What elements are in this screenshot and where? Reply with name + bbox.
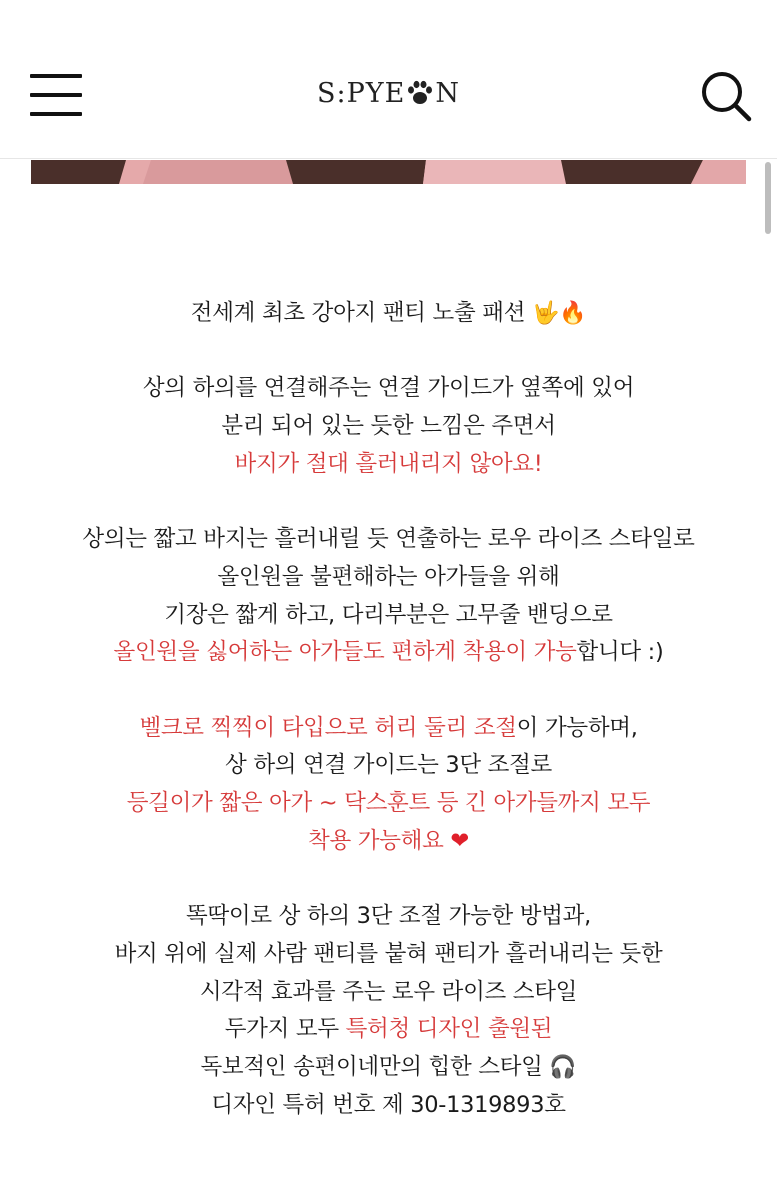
rock-fire-emoji-icon: 🤟🔥 — [532, 301, 587, 326]
desc-line: 상 하의 연결 가이드는 3단 조절로 — [225, 752, 552, 779]
desc-text: 독보적인 송편이네만의 힙한 스타일 — [200, 1054, 550, 1080]
desc-line: 상의는 짧고 바지는 흘러내릴 듯 연출하는 로우 라이즈 스타일로 — [82, 526, 695, 553]
desc-line: 똑딱이로 상 하의 3단 조절 가능한 방법과, — [186, 903, 591, 930]
desc-highlight: 벨크로 찍찍이 타입으로 허리 둘리 조절 — [139, 714, 517, 741]
desc-line: 상의 하의를 연결해주는 연결 가이드가 옆쪽에 있어 — [142, 375, 635, 402]
desc-line: 시각적 효과를 주는 로우 라이즈 스타일 — [199, 978, 578, 1005]
desc-line: 분리 되어 있는 듯한 느낌은 주면서 — [221, 413, 556, 440]
header — [0, 0, 777, 159]
desc-highlight: 착용 가능해요 — [308, 827, 451, 854]
headphones-icon: 🎧 — [549, 1055, 577, 1080]
desc-line — [0, 710, 777, 748]
logo-text-right: N — [435, 78, 460, 109]
headline-text: 전세계 최초 강아지 팬티 노출 패션 — [190, 300, 533, 326]
product-image-strip — [31, 160, 746, 184]
desc-line-highlight: 등길이가 짧은 아가 ~ 닥스훈트 등 긴 아가들까지 모두 — [126, 790, 651, 817]
search-icon[interactable] — [700, 70, 752, 122]
desc-line — [0, 1011, 777, 1049]
desc-line-highlight — [0, 823, 777, 861]
desc-text: 합니다 :) — [576, 639, 664, 666]
desc-line-highlight: 바지가 절대 흘러내리지 않아요! — [234, 450, 543, 477]
desc-highlight: 올인원을 싫어하는 아가들도 편하게 착용이 가능 — [113, 639, 577, 666]
patent-number: 디자인 특허 번호 제 30-1319893호 — [211, 1091, 566, 1118]
desc-text: 두가지 모두 — [224, 1016, 346, 1043]
headline — [0, 295, 777, 333]
brand-logo[interactable] — [0, 78, 777, 113]
desc-line: 바지 위에 실제 사람 팬티를 붙혀 팬티가 흘러내리는 듯한 — [114, 940, 663, 967]
desc-line: 올인원을 불편해하는 아가들을 위해 — [217, 563, 560, 590]
desc-highlight: 특허청 디자인 출원된 — [345, 1016, 553, 1043]
logo-text-left: S:PYE — [317, 78, 406, 109]
desc-line: 기장은 짧게 하고, 다리부분은 고무줄 밴딩으로 — [164, 601, 613, 628]
scrollbar[interactable] — [765, 162, 771, 234]
desc-line — [0, 634, 777, 672]
heart-icon: ❤ — [450, 827, 469, 854]
paw-icon — [406, 80, 434, 113]
desc-line — [0, 1049, 777, 1087]
product-description — [0, 295, 777, 1124]
desc-text: 이 가능하며, — [516, 714, 638, 741]
